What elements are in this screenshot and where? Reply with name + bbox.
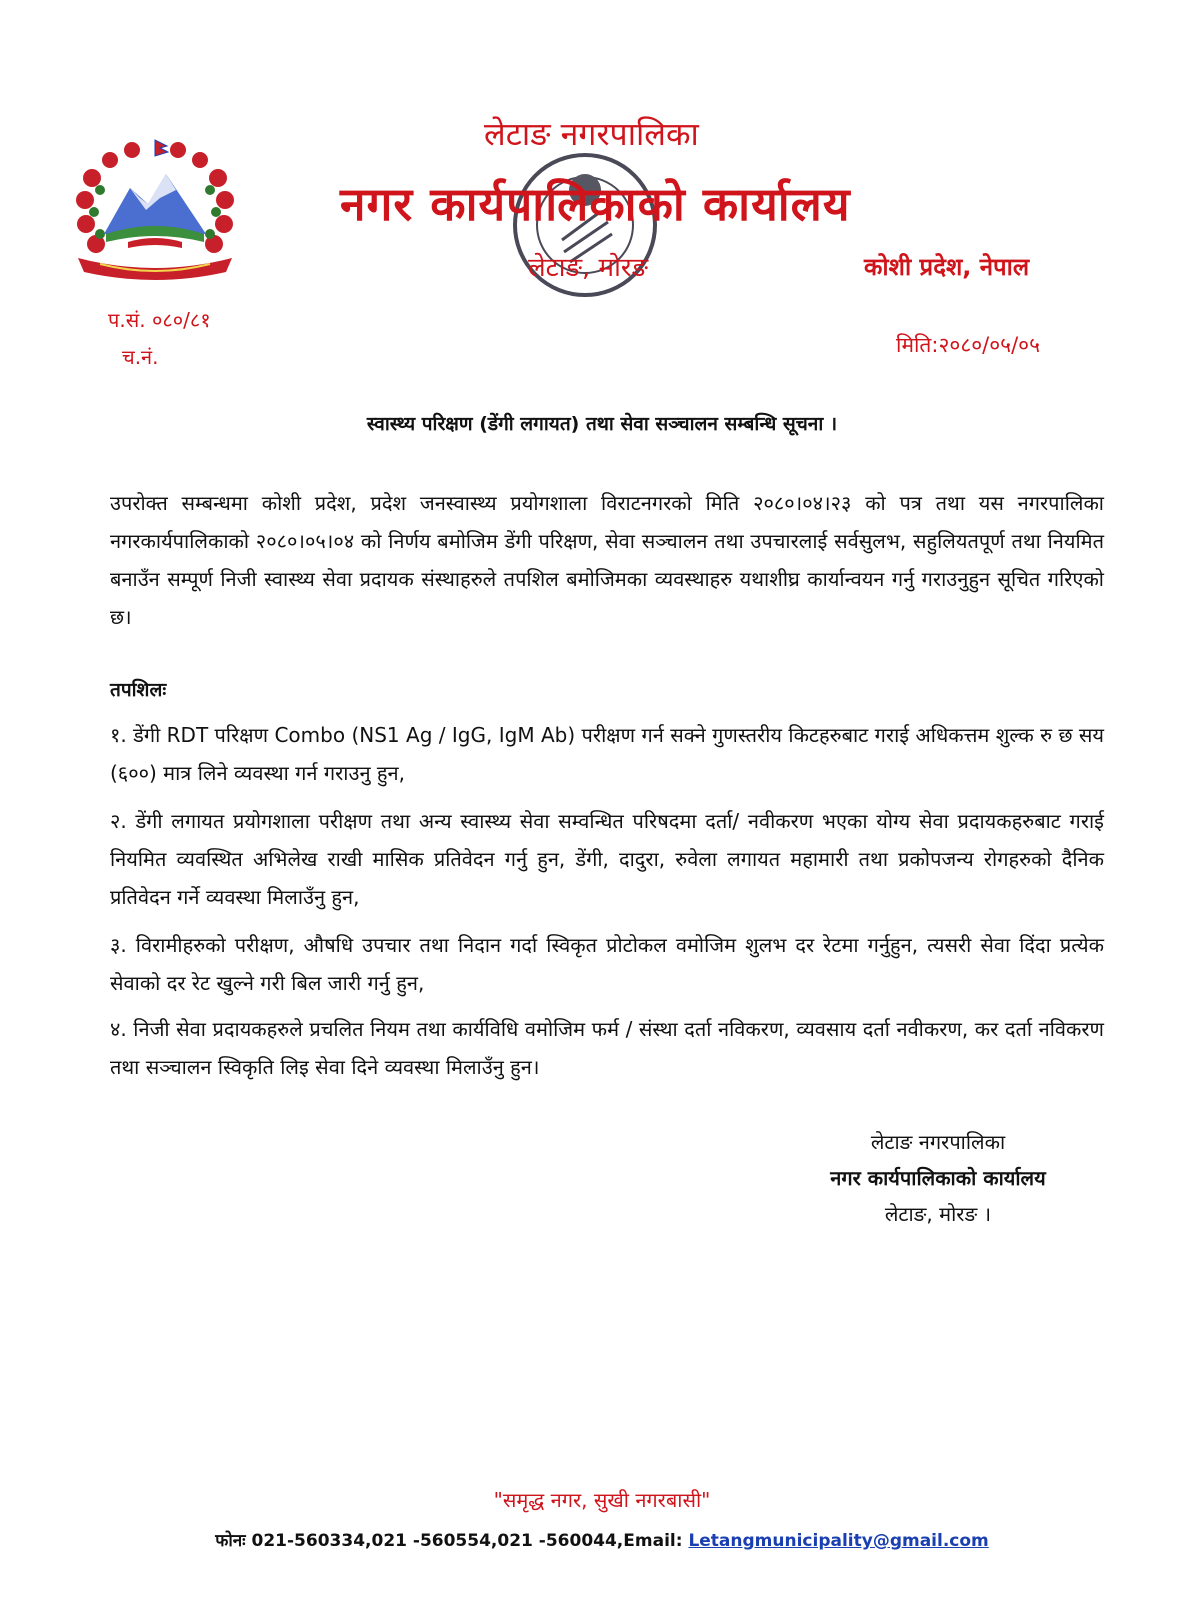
municipality-name: लेटाङ नगरपालिका xyxy=(484,115,699,153)
office-title: नगर कार्यपालिकाको कार्यालय xyxy=(340,177,851,231)
office-location: लेटाङ, मोरङ xyxy=(528,253,649,283)
letter-date: मिति:२०८०/०५/०५ xyxy=(896,333,1040,357)
signature-office: नगर कार्यपालिकाको कार्यालय xyxy=(830,1166,1046,1190)
list-item: ३. विरामीहरुको परीक्षण, औषधि उपचार तथा निदान गर्दा स्विकृत प्रोटोकल वमोजिम शुलभ दर रेटमा गर्नुहुन, त्यसरी सेवा दिंदा प्रत्येक सेवाको दर रेट खुल्ने गरी बिल जारी गर्नु हुन, xyxy=(110,933,1104,995)
province-label: कोशी प्रदेश, नेपाल xyxy=(864,253,1030,281)
footer-motto: "समृद्ध नगर, सुखी नगरबासी" xyxy=(493,1488,711,1512)
signature-municipality: लेटाङ नगरपालिका xyxy=(870,1130,1006,1154)
dispatch-number: च.नं. xyxy=(122,345,159,369)
signature-place: लेटाङ, मोरङ । xyxy=(884,1202,992,1226)
intro-paragraph: उपरोक्त सम्बन्धमा कोशी प्रदेश, प्रदेश जनस्वास्थ्य प्रयोगशाला विराटनगरको मिति २०८०।०४।२३ को पत्र तथा यस नगरपालिका नगरकार्यपालिकाको २०८०।०५।०४ को निर्णय बमोजिम डेंगी परिक्षण, सेवा सञ्चालन तथा उपचारलाई सर्वसुलभ, सहुलियतपूर्ण तथा नियमित बनाउँन सम्पूर्ण निजी स्वास्थ्य सेवा प्रदायक संस्थाहरुले तपशिल बमोजिमका व्यवस्थाहरु यथाशीघ्र कार्यान्वयन गर्नु गराउनुहुन सूचित गरिएको छ। xyxy=(110,491,1104,629)
footer-contact xyxy=(0,1528,1204,1551)
list-heading: तपशिलः xyxy=(110,679,167,701)
email-link[interactable]: Letangmunicipality@gmail.com xyxy=(688,1531,989,1551)
nepal-emblem-icon xyxy=(70,138,240,286)
list-item: ४. निजी सेवा प्रदायकहरुले प्रचलित नियम तथा कार्यविधि वमोजिम फर्म / संस्था दर्ता नविकरण, व्यवसाय दर्ता नवीकरण, कर दर्ता नविकरण तथा सञ्चालन स्विकृति लिइ सेवा दिने व्यवस्था मिलाउँनु हुन। xyxy=(110,1017,1104,1079)
contact-phones: फोनः 021-560334,021 -560554,021 -560044,Email: xyxy=(215,1531,689,1551)
list-item: २. डेंगी लगायत प्रयोगशाला परीक्षण तथा अन्य स्वास्थ्य सेवा सम्वन्धित परिषदमा दर्ता/ नवीकरण भएका योग्य सेवा प्रदायकहरुबाट गराई नियमित व्यवस्थित अभिलेख राखी मासिक प्रतिवेदन गर्नु हुन, डेंगी, दादुरा, रुवेला लगायत महामारी तथा प्रकोपजन्य रोगहरुको दैनिक प्रतिवेदन गर्ने व्यवस्था मिलाउँनु हुन, xyxy=(110,809,1104,909)
letter-subject: स्वास्थ्य परिक्षण (डेंगी लगायत) तथा सेवा सञ्चालन सम्बन्धि सूचना । xyxy=(366,413,838,435)
list-item: १. डेंगी RDT परिक्षण Combo (NS1 Ag / IgG, IgM Ab) परीक्षण गर्न सक्ने गुणस्तरीय किटहरुबाट गराई अधिकत्तम शुल्क रु छ सय (६००) मात्र लिने व्यवस्था गर्न गराउनु हुन, xyxy=(110,723,1104,785)
reference-number: प.सं. ०८०/८१ xyxy=(108,308,211,332)
